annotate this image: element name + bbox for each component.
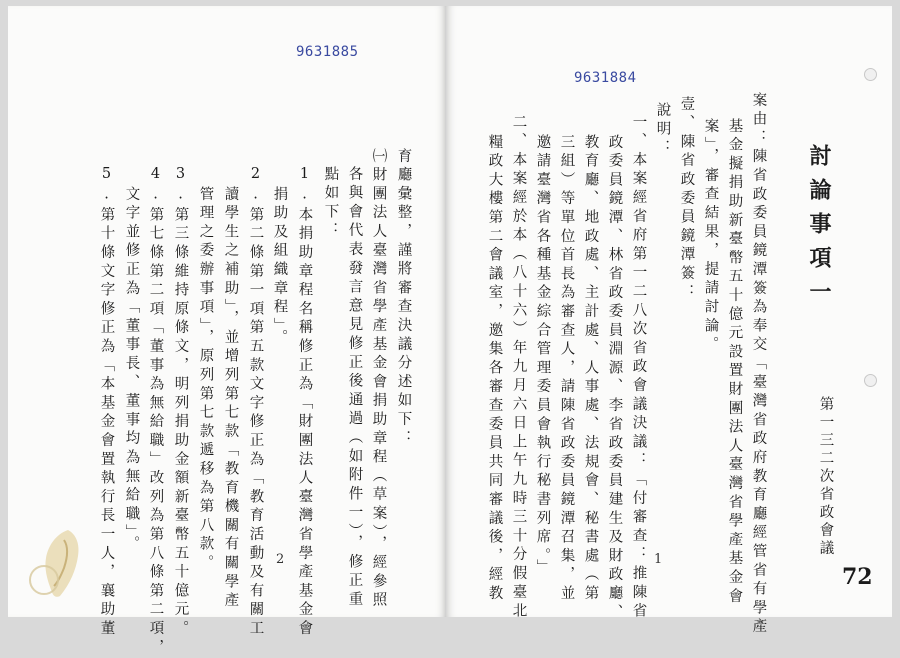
text-column: 壹、陳省政委員鏡潭簽： [678, 96, 695, 303]
document-stamp-number: 9631884 [574, 70, 637, 86]
text-column: 教育廳、地政處、主計處、人事處、法規會、秘書處（第 [582, 134, 599, 604]
page-number: 1 [654, 552, 663, 567]
text-column: 三組）等單位首長為審查人，請陳省政委員鏡潭召集，並 [558, 134, 575, 604]
left-page [8, 6, 446, 658]
text-column: 案由：陳省政委員鏡潭簽為奉交「臺灣省政府教育廳經管省有學產 [750, 92, 767, 638]
text-column: 2.第二條第一項第五款文字修正為「教育活動及有關工 [247, 166, 264, 639]
section-title: 討論事項一 [806, 144, 832, 314]
text-column: 5.第十條文字修正為「本基金會置執行長一人，襄助董 [98, 166, 115, 639]
document-stamp-number: 9631885 [296, 44, 359, 60]
binding-hole [864, 374, 877, 387]
text-column: 案」，審查結果，提請討論。 [702, 118, 719, 356]
page-number: 2 [276, 552, 285, 567]
meeting-number: 第一三二次省政會議 [817, 396, 834, 558]
text-column: 4.第七條第二項「董事為無給職」改列為第八條第二項， [147, 166, 164, 658]
page-number-large: 72 [842, 564, 873, 590]
right-page [446, 6, 892, 638]
text-column: 捐助及組織章程」。 [271, 186, 288, 348]
text-column: 文字並修正為「董事長、董事均為無給職」。 [123, 186, 140, 555]
text-column: 邀請臺灣省各種基金綜合管理委員會執行秘書列席。」 [534, 134, 551, 578]
text-column: 育廳彙整，謹將審查決議分述如下： [395, 148, 412, 449]
text-column: 讀學生之補助」，並增列第七款「教育機關有關學產 [222, 186, 239, 612]
taiwan-map-watermark-icon [20, 526, 100, 601]
text-column: 說明： [654, 102, 671, 159]
text-column: 1.本捐助章程名稱修正為「財團法人臺灣省學產基金會 [296, 166, 313, 639]
binding-hole [864, 68, 877, 81]
text-column: ㈠財團法人臺灣省學產基金會捐助章程（草案），經參照 [370, 148, 387, 611]
text-column: 管理之委辦事項」，原列第七款遞移為第八款。 [197, 186, 214, 574]
text-column: 糧政大樓第二會議室，邀集各審查委員共同審議後，經教 [486, 134, 503, 604]
text-column: 點如下： [322, 166, 339, 242]
text-column: 二、本案經於本（八十六）年九月六日上午九時三十分假臺北 [510, 114, 527, 622]
text-column: 基金擬捐助新臺幣五十億元設置財團法人臺灣省學產基金會 [726, 118, 743, 607]
text-column: 3.第三條維持原條文，明列捐助金額新臺幣五十億元。 [172, 166, 189, 639]
text-column: 一、本案經省府第一二八次省政會議決議：「付審查：推陳省 [630, 114, 647, 622]
text-column: 政委員鏡潭、林省政委員淵源、李省政委員建生及財政廳、 [606, 134, 623, 623]
text-column: 各與會代表發言意見修正後通過（如附件一），修正重 [346, 166, 363, 610]
